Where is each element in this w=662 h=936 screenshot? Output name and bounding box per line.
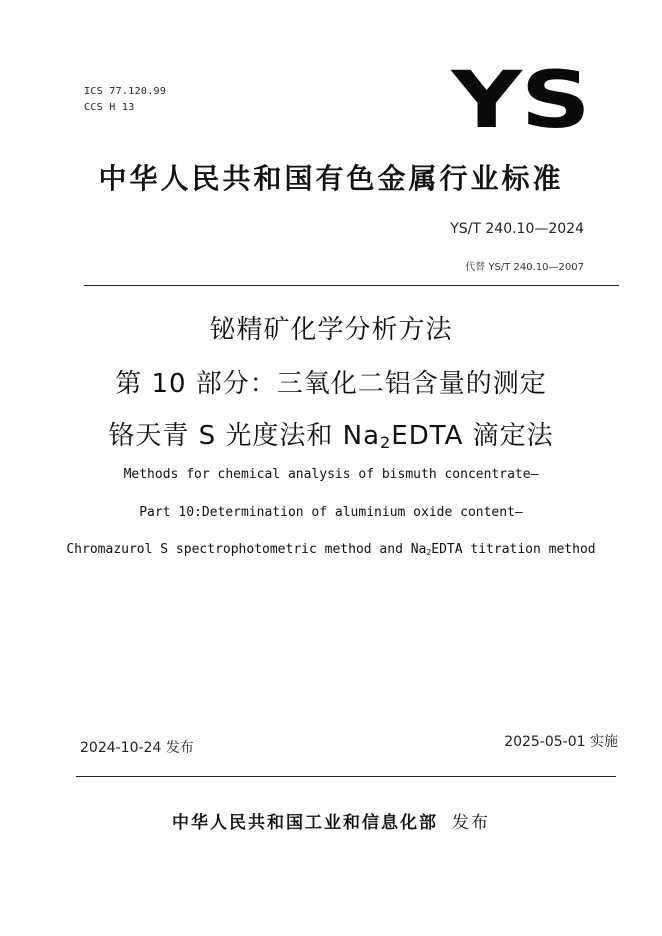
title-en-line3-sub: 2 xyxy=(426,548,432,557)
ics-code: ICS 77.120.99 xyxy=(84,86,167,97)
title-cn-line2: 第 10 部分：三氧化二铝含量的测定 xyxy=(115,369,547,399)
title-en-line1: Methods for chemical analysis of bismuth concentrate— xyxy=(123,467,539,482)
title-cn-line3-post: EDTA 滴定法 xyxy=(391,421,554,451)
implementation-date: 2025-05-01 实施 xyxy=(504,734,618,750)
publisher xyxy=(0,808,662,833)
issue-date: 2024-10-24 发布 xyxy=(80,740,194,756)
title-cn-line3-sub: 2 xyxy=(380,433,392,453)
publisher-suffix: 发布 xyxy=(452,813,490,833)
standard-code: YS/T 240.10—2024 xyxy=(450,221,584,237)
title-cn-line1: 铋精矿化学分析方法 xyxy=(209,315,453,345)
ccs-code: CCS H 13 xyxy=(84,102,135,113)
top-divider xyxy=(84,285,619,286)
title-en-line3-pre: Chromazurol S spectrophotometric method and Na xyxy=(66,542,427,557)
title-cn-line3 xyxy=(0,415,662,452)
replaces-note: 代替 YS/T 240.10—2007 xyxy=(465,262,584,273)
title-en-line2: Part 10:Determination of aluminium oxide content— xyxy=(139,505,523,520)
standard-title: 中华人民共和国有色金属行业标准 xyxy=(98,162,564,195)
bottom-divider xyxy=(76,776,616,777)
title-cn-line3-pre: 铬天青 S 光度法和 Na xyxy=(108,421,381,451)
title-en-line3 xyxy=(0,542,662,557)
ys-logo: YS xyxy=(451,56,590,146)
publisher-name: 中华人民共和国工业和信息化部 xyxy=(172,813,438,833)
title-en-line3-post: EDTA titration method xyxy=(431,542,596,557)
